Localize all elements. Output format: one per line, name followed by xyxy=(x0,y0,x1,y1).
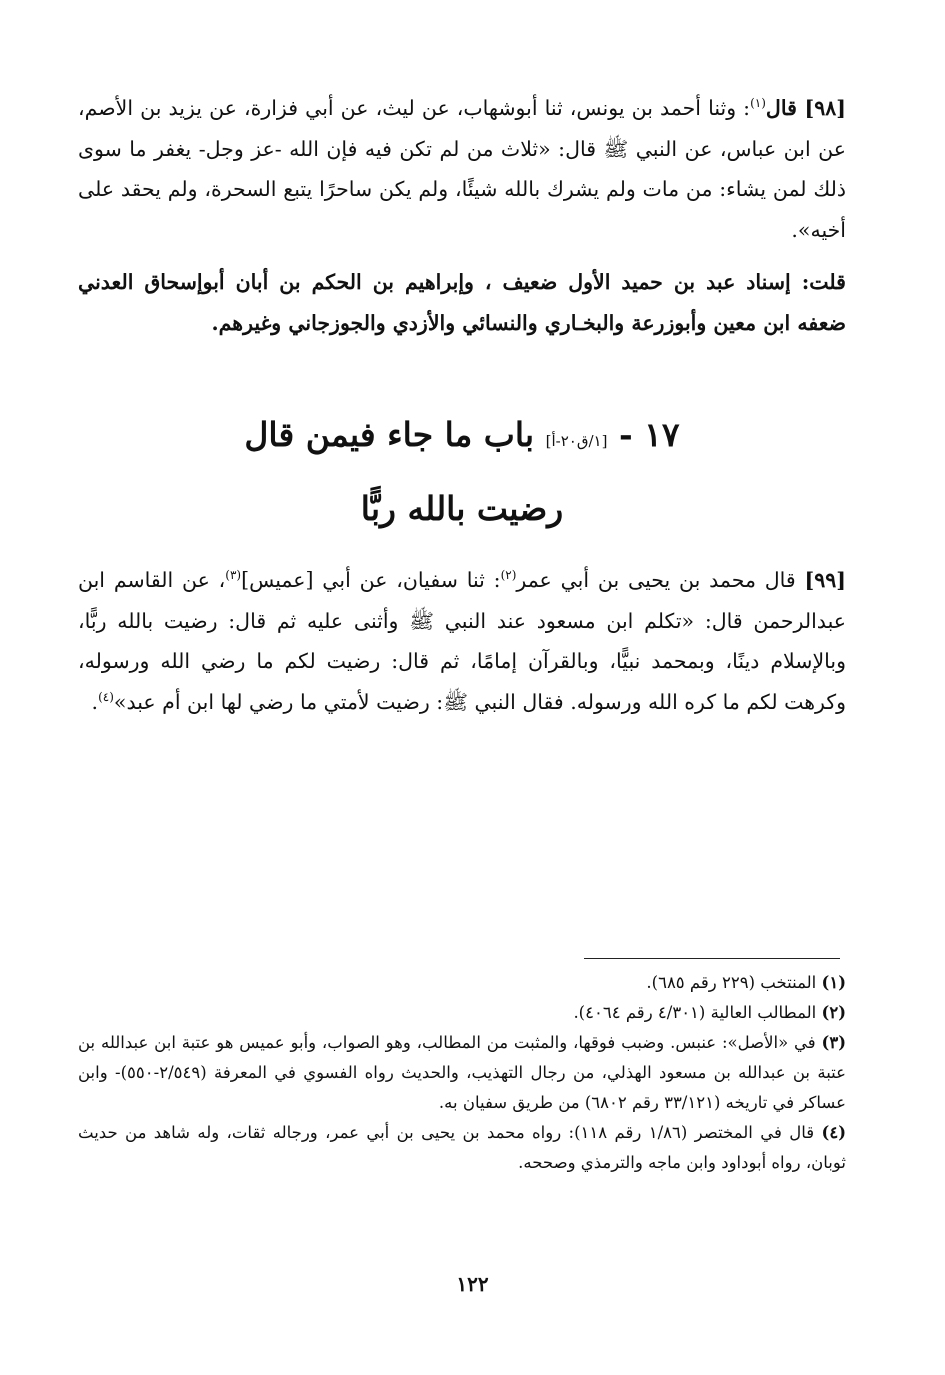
footnote-number: (١) xyxy=(821,973,846,992)
hadith-99-part1: قال محمد بن يحيى بن أبي عمر xyxy=(516,568,805,592)
chapter-title-1: باب ما جاء فيمن قال xyxy=(244,415,535,454)
footnote-number: (٤) xyxy=(821,1123,846,1142)
footnote-ref-4: (٤) xyxy=(98,689,114,704)
footnote-3 xyxy=(78,1028,846,1118)
footnote-text: قال في المختصر (١/٨٦ رقم ١١٨): رواه محمد بن يحيى بن أبي عمر، ورجاله ثقات، وله شاهد من حديث ثوبان، رواه أبوداود وابن ماجه والترمذي وصححه. xyxy=(78,1123,846,1172)
footnote-rule xyxy=(584,958,840,959)
footnote-text: المطالب العالية (٤/٣٠١ رقم ٤٠٦٤). xyxy=(573,1003,817,1022)
hadith-99-end: . xyxy=(91,689,99,714)
hadith-99-part3: ، عن القاسم ابن عبدالرحمن قال: «تكلم ابن مسعود عند النبي ﷺ وأثنى عليه ثم قال: رضيت بالله ربًّا، وبالإسلام دينًا، وبمحمد نبيًّا، وبالقرآن إمامًا، ثم قال: رضيت لكم ما رضي الله ورسوله، وكرهت لكم ما كره الله ورسوله. فقال النبي ﷺ: رضيت لأمتي ما رضي لها ابن أم عبد» xyxy=(78,568,846,714)
chapter-heading-line2 xyxy=(78,487,846,531)
footnotes xyxy=(78,968,846,1178)
footnote-ref-1: (١) xyxy=(750,96,766,111)
hadith-98 xyxy=(78,88,846,250)
chapter-heading-line1 xyxy=(78,413,846,463)
hadith-98-text: : وثنا أحمد بن يونس، ثنا أبوشهاب، عن ليث، عن أبي فزارة، عن يزيد بن الأصم، عن ابن عباس، عن النبي ﷺ قال: «ثلاث من لم تكن فيه فإن الله -عز وجل- يغفر ما سوى ذلك لمن يشاء: من مات ولم يشرك بالله شيئًا، ولم يكن ساحرًا يتبع السحرة، ولم يحقد على أخيه». xyxy=(78,96,846,242)
hadith-99 xyxy=(78,560,846,722)
hadith-99-number: [٩٩] xyxy=(804,568,846,592)
chapter-number: ١٧ - xyxy=(618,415,680,454)
page-number: ١٢٢ xyxy=(456,1272,489,1296)
heading-spacer xyxy=(78,531,846,560)
comment-paragraph xyxy=(78,262,846,343)
footnote-text: المنتخب (٢٢٩ رقم ٦٨٥). xyxy=(646,973,817,992)
comment-text: إسناد عبد بن حميد الأول ضعيف ، وإبراهيم بن الحكم بن أبان أبوإسحاق العدني ضعفه ابن معين وأبوزرعة والبخـاري والنسائي والأزدي والجوزجاني وغيرهم. xyxy=(78,270,846,335)
footnote-ref-2: (٢) xyxy=(500,568,517,583)
chapter-title-2: رضيت بالله ربًّا xyxy=(360,489,564,528)
footnote-4 xyxy=(78,1118,846,1178)
footnote-1 xyxy=(78,968,846,998)
footnote-number: (٣) xyxy=(821,1033,847,1052)
footnote-ref-3: (٣) xyxy=(225,568,242,583)
hadith-99-part2: : ثنا سفيان، عن أبي [عميس] xyxy=(241,568,501,592)
footnote-2 xyxy=(78,998,846,1028)
main-text xyxy=(78,88,846,722)
comment-lead: قلت: xyxy=(801,270,846,294)
manuscript-ref: [١/ق٢٠-أ] xyxy=(545,432,608,450)
footnote-number: (٢) xyxy=(821,1003,846,1022)
hadith-98-lead: [٩٨] قال xyxy=(765,96,846,120)
footnote-text: في «الأصل»: عنبس. وضبب فوقها، والمثبت من المطالب، وهو الصواب، وأبو عميس هو عتبة ابن عبدالله بن عتبة بن عبدالله بن مسعود الهذلي، من رجال التهذيب، والحديث رواه الفسوي في المعرفة (٢/٥٤٩-٥٥٠)- وابن عساكر في تاريخه (٣٣/١٢١ رقم ٦٨٠٢) من طريق سفيان به. xyxy=(78,1033,846,1112)
